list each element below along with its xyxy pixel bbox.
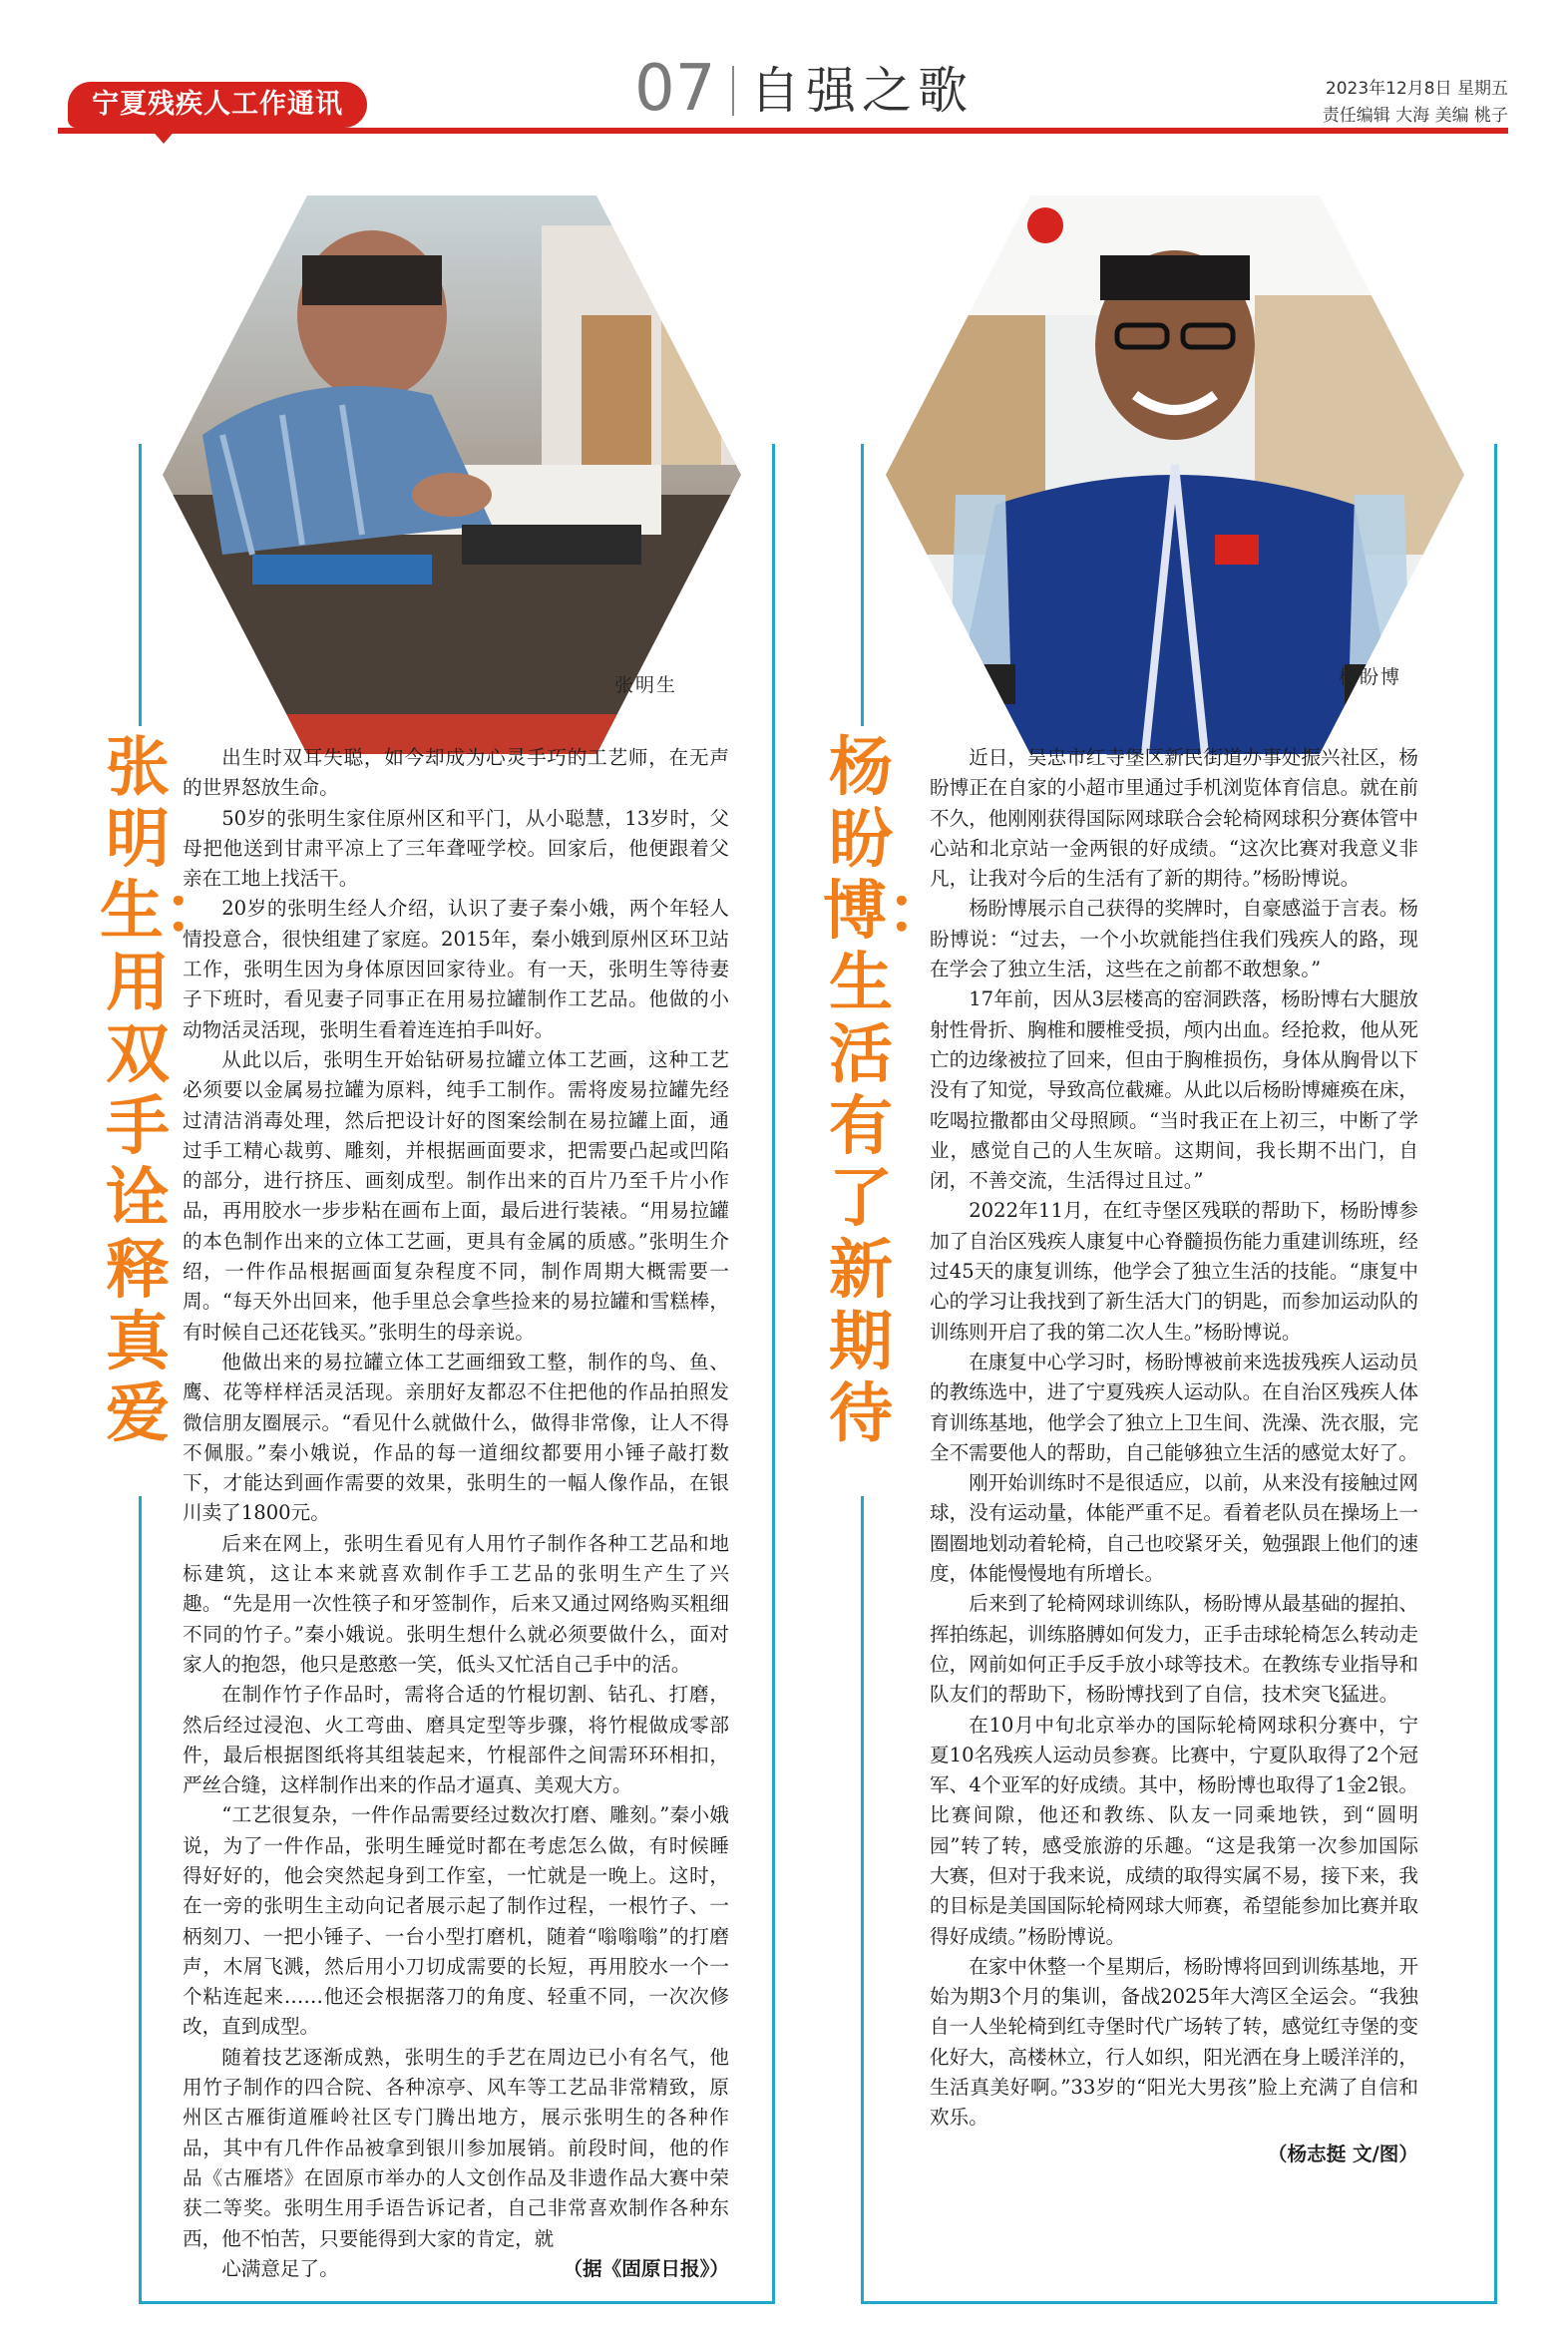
paragraph: 2022年11月，在红寺堡区残联的帮助下，杨盼博参加了自治区残疾人康复中心脊髓损伤能力重建训练班，经过45天的康复训练，他学会了独立生活的技能。“康复中心的学习让我找到了新生活大门的钥匙，而参加运动队的训练则开启了我的第二次人生。”杨盼博说。: [930, 1199, 1418, 1344]
section-title: 自强之歌: [750, 62, 974, 120]
paragraph: 后来在网上，张明生看见有人用竹子制作各种工艺品和地标建筑，这让本来就喜欢制作手工艺品的张明生产生了兴趣。“先是用一次性筷子和牙签制作，后来又通过网络购买粗细不同的竹子。”秦小娥说。张明生想什么就必须要做什么，面对家人的抱怨，他只是憨憨一笑，低头又忙活自己手中的活。: [183, 1531, 729, 1676]
paragraph: 50岁的张明生家住原州区和平门，从小聪慧，13岁时，父母把他送到甘肃平凉上了三年聋哑学校。回家后，他便跟着父亲在工地上找活干。: [183, 806, 729, 891]
paragraph: 出生时双耳失聪，如今却成为心灵手巧的工艺师，在无声的世界怒放生命。: [183, 746, 729, 800]
right-credit: （杨志挺 文/图）: [1267, 2142, 1418, 2165]
top-rule: [58, 128, 1508, 134]
paragraph: 他做出来的易拉罐立体工艺画细致工整，制作的鸟、鱼、鹰、花等样样活灵活现。亲朋好友都忍不住把他的作品拍照发微信朋友圈展示。“看见什么就做什么，做得非常像，让人不得不佩服。”秦小娥说，作品的每一道细纹都要用小锤子敲打数下，才能达到画作需要的效果，张明生的一幅人像作品，在银川卖了1800元。: [183, 1350, 729, 1525]
left-credit: （据《固原日报》）: [563, 2256, 729, 2280]
issue-date: 2023年12月8日 星期五: [1325, 79, 1508, 99]
paragraph: 17年前，因从3层楼高的窑洞跌落，杨盼博右大腿放射性骨折、胸椎和腰椎受损，颅内出血。经抢救，他从死亡的边缘被拉了回来，但由于胸椎损伤，身体从胸骨以下没有了知觉，导致高位截瘫。从此以后杨盼博瘫痪在床，吃喝拉撒都由父母照顾。“当时我正在上初三，中断了学业，感觉自己的人生灰暗。这期间，我长期不出门，自闭，不善交流，生活得过且过。”: [930, 987, 1418, 1193]
paragraph: 20岁的张明生经人介绍，认识了妻子秦小娥，两个年轻人情投意合，很快组建了家庭。2015年，秦小娥到原州区环卫站工作，张明生因为身体原因回家待业。有一天，张明生等待妻子下班时，看见妻子同事正在用易拉罐制作工艺品。他做的小动物活灵活现，张明生看着连连拍手叫好。: [183, 897, 729, 1041]
paragraph: 近日，吴忠市红寺堡区新民街道办事处振兴社区，杨盼博正在自家的小超市里通过手机浏览体育信息。就在前不久，他刚刚获得国际网球联合会轮椅网球积分赛体管中心站和北京站一金两银的好成绩。“这次比赛对我意义非凡，让我对今后的生活有了新的期待。”杨盼博说。: [930, 746, 1418, 891]
right-article-body: [930, 743, 1418, 2169]
paragraph: 从此以后，张明生开始钻研易拉罐立体工艺画，这种工艺必须要以金属易拉罐为原料，纯手工制作。需将废易拉罐先经过清洁消毒处理，然后把设计好的图案绘制在易拉罐上面，通过手工精心裁剪、雕刻，并根据画面要求，把需要凸起或凹陷的部分，进行挤压、画刻成型。制作出来的百片乃至千片小作品，再用胶水一步步粘在画布上面，最后进行装裱。“用易拉罐的本色制作出来的立体工艺画，更具有金属的质感。”张明生介绍，一件作品根据画面复杂程度不同，制作周期大概需要一周。“每天外出回来，他手里总会拿些捡来的易拉罐和雪糕棒，有时候自己还花钱买。”张明生的母亲说。: [183, 1047, 729, 1344]
right-headline: 杨盼博：生活有了新期待: [823, 726, 899, 1496]
masthead: [0, 0, 1568, 150]
paragraph: 随着技艺逐渐成熟，张明生的手艺在周边已小有名气，他用竹子制作的四合院、各种凉亭、风车等工艺品非常精致，原州区古雁街道雁岭社区专门腾出地方，展示张明生的各种作品，其中有几件作品被拿到银川参加展销。前段时间，他的作品《古雁塔》在固原市举办的人文创作品及非遗作品大赛中荣获二等奖。张明生用手语告诉记者，自己非常喜欢制作各种东西，他不怕苦，只要能得到大家的肯定，就: [183, 2045, 729, 2250]
paragraph: 后来到了轮椅网球训练队，杨盼博从最基础的握拍、挥拍练起，训练胳膊如何发力，正手击球轮椅怎么转动走位，网前如何正手反手放小球等技术。在教练专业指导和队友们的帮助下，杨盼博找到了自信，技术突飞猛进。: [930, 1592, 1418, 1707]
brand-name: 宁夏残疾人工作通讯: [92, 89, 343, 120]
left-photo-caption: 张明生: [614, 674, 678, 696]
paragraph: 在制作竹子作品时，需将合适的竹棍切割、钻孔、打磨，然后经过浸泡、火工弯曲、磨具定型等步骤，将竹棍做成零部件，最后根据图纸将其组装起来，竹棍部件之间需环环相扣，严丝合缝，这样制作出来的作品才逼真、美观大方。: [183, 1683, 729, 1797]
left-article-body: [183, 743, 729, 2284]
paragraph: 杨盼博展示自己获得的奖牌时，自豪感溢于言表。杨盼博说：“过去，一个小坎就能挡住我们残疾人的路，现在学会了独立生活，这些在之前都不敢想象。”: [930, 897, 1418, 981]
closing-line: [183, 2254, 729, 2284]
right-photo-caption: 杨盼博: [1339, 666, 1402, 688]
page-number: 07: [634, 52, 716, 126]
paragraph: 刚开始训练时不是很适应，以前，从来没有接触过网球，没有运动量，体能严重不足。看着老队员在操场上一圈圈地划动着轮椅，自己也咬紧牙关，勉强跟上他们的速度，体能慢慢地有所增长。: [930, 1471, 1418, 1586]
paragraph: 在10月中旬北京举办的国际轮椅网球积分赛中，宁夏10名残疾人运动员参赛。比赛中，宁夏队取得了2个冠军、4个亚军的好成绩。其中，杨盼博也取得了1金2银。比赛间隙，他还和教练、队友一同乘地铁，到“圆明园”转了转，感受旅游的乐趣。“这是我第一次参加国际大赛，但对于我来说，成绩的取得实属不易，接下来，我的目标是美国国际轮椅网球大师赛，希望能参加比赛并取得好成绩。”杨盼博说。: [930, 1713, 1418, 1948]
paragraph: “工艺很复杂，一件作品需要经过数次打磨、雕刻。”秦小娥说，为了一件作品，张明生睡觉时都在考虑怎么做，有时候睡得好好的，他会突然起身到工作室，一忙就是一晚上。这时，在一旁的张明生主动向记者展示起了制作过程，一根竹子、一柄刻刀、一把小锤子、一台小型打磨机，随着“嗡嗡嗡”的打磨声，木屑飞溅，然后用小刀切成需要的长短，再用胶水一个一个粘连起来……他还会根据落刀的角度、轻重不同，一次次修改，直到成型。: [183, 1803, 729, 2039]
closing-text: 心满意足了。: [221, 2256, 339, 2280]
left-headline: 张明生：用双手诠释真爱: [100, 726, 176, 1496]
brand-tag: [68, 82, 367, 128]
issue-editors: 责任编辑 大海 美编 桃子: [1322, 106, 1508, 126]
section-divider: [732, 66, 734, 116]
paragraph: 在康复中心学习时，杨盼博被前来选拔残疾人运动员的教练选中，进了宁夏残疾人运动队。在自治区残疾人体育训练基地，他学会了独立上卫生间、洗澡、洗衣服，完全不需要他人的帮助，自己能够独立生活的感觉太好了。: [930, 1350, 1418, 1464]
paragraph: 在家中休整一个星期后，杨盼博将回到训练基地，开始为期3个月的集训，备战2025年大湾区全运会。“我独自一人坐轮椅到红寺堡时代广场转了转，感觉红寺堡的变化好大，高楼林立，行人如织，阳光洒在身上暖洋洋的，生活真美好啊。”33岁的“阳光大男孩”脸上充满了自信和欢乐。: [930, 1954, 1418, 2130]
